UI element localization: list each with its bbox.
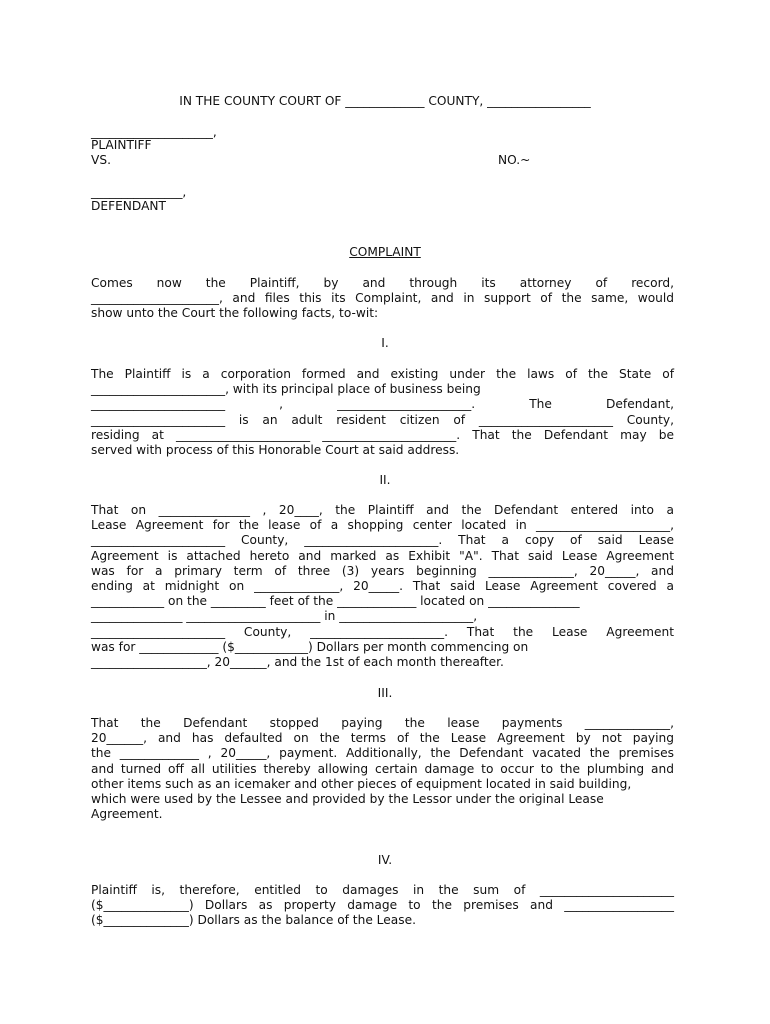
- plaintiff-name-blank: ____________________,: [91, 125, 217, 139]
- paragraph-line: residing at ______________________ ______________________. That the Defendant may be: [91, 427, 674, 442]
- paragraph-line: other items such as an icemaker and other pieces of equipment located in said building,: [91, 776, 632, 791]
- section-numeral-3: III.: [377, 686, 393, 700]
- intro-line: show unto the Court the following facts, to-wit:: [91, 306, 379, 321]
- paragraph-line: ending at midnight on ______________, 20_____. That said Lease Agreement covered a: [91, 578, 674, 593]
- paragraph-line: Plaintiff is, therefore, entitled to damages in the sum of ______________________: [91, 883, 674, 897]
- intro-line: Comes now the Plaintiff, by and through its attorney of record,: [91, 276, 674, 290]
- court-heading: IN THE COUNTY COURT OF _____________ COUNTY, _________________: [179, 94, 591, 108]
- paragraph-line: ($______________) Dollars as the balance of the Lease.: [91, 913, 416, 928]
- paragraph-line: Agreement is attached hereto and marked as Exhibit "A". That said Lease Agreement: [91, 548, 674, 563]
- section-numeral-2: II.: [379, 473, 391, 487]
- paragraph-line: ______________________ is an adult resident citizen of ______________________ County,: [91, 412, 674, 427]
- section-2-paragraph: [91, 503, 674, 670]
- paragraph-line: _______________ ______________________ in ______________________,: [91, 609, 478, 624]
- section-numeral-4: IV.: [377, 853, 393, 867]
- paragraph-line: 20______, and has defaulted on the terms of the Lease Agreement by not paying: [91, 731, 674, 746]
- paragraph-line: ___________________, 20______, and the 1st of each month thereafter.: [91, 654, 504, 669]
- paragraph-line: ______________________ County, ______________________. That a copy of said Lease: [91, 533, 674, 548]
- intro-line: _____________________, and files this its Complaint, and in support of the same, would: [91, 291, 674, 306]
- paragraph-line: That the Defendant stopped paying the lease payments ______________,: [91, 716, 674, 730]
- versus-label: VS.: [91, 153, 111, 167]
- paragraph-line: and turned off all utilities thereby allowing certain damage to occur to the plumbing and: [91, 761, 674, 776]
- defendant-label: DEFENDANT: [91, 199, 166, 213]
- paragraph-line: ____________ on the _________ feet of the _____________ located on _______________: [91, 594, 580, 609]
- paragraph-line: Lease Agreement for the lease of a shopping center located in ______________________,: [91, 518, 674, 533]
- document-title: COMPLAINT: [349, 245, 421, 259]
- paragraph-line: ______________________, with its principal place of business being: [91, 382, 481, 397]
- case-number-label: NO.~: [498, 153, 531, 167]
- paragraph-line: Agreement.: [91, 807, 163, 822]
- paragraph-line: The Plaintiff is a corporation formed and existing under the laws of the State of: [91, 367, 674, 381]
- section-4-paragraph: [91, 883, 674, 929]
- paragraph-line: served with process of this Honorable Court at said address.: [91, 442, 460, 457]
- paragraph-line: was for a primary term of three (3) years beginning ______________, 20_____, and: [91, 563, 674, 578]
- paragraph-line: That on _______________ , 20____, the Plaintiff and the Defendant entered into a: [91, 503, 674, 517]
- paragraph-line: ______________________ County, ______________________. That the Lease Agreement: [91, 624, 674, 639]
- section-1-paragraph: [91, 367, 674, 458]
- paragraph-line: ______________________ , ______________________. The Defendant,: [91, 397, 674, 412]
- defendant-name-blank: _______________,: [91, 185, 187, 199]
- paragraph-line: which were used by the Lessee and provided by the Lessor under the original Lease: [91, 791, 604, 806]
- paragraph-line: ($______________) Dollars as property damage to the premises and __________________: [91, 898, 674, 913]
- plaintiff-label: PLAINTIFF: [91, 138, 152, 152]
- section-3-paragraph: [91, 716, 674, 822]
- section-numeral-1: I.: [381, 336, 389, 350]
- intro-paragraph: [91, 276, 674, 322]
- paragraph-line: was for _____________ ($____________) Dollars per month commencing on: [91, 639, 529, 654]
- paragraph-line: the _____________ , 20_____, payment. Additionally, the Defendant vacated the premises: [91, 746, 674, 761]
